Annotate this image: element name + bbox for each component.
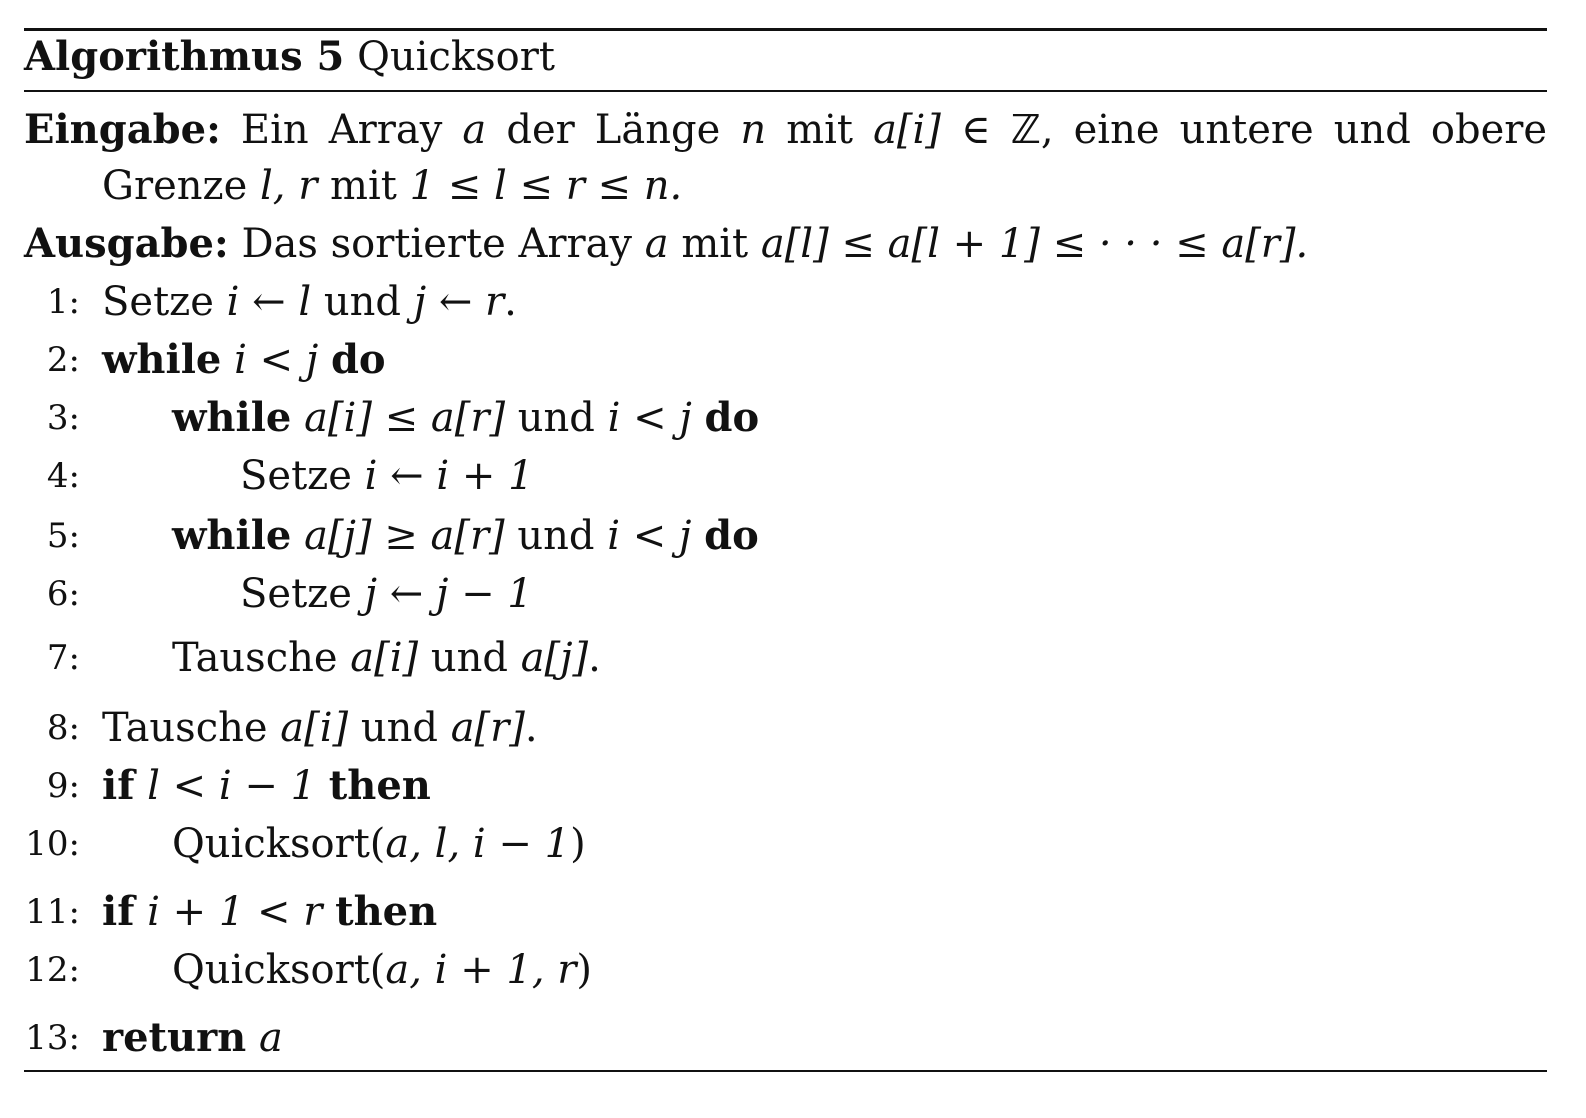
step-text (246, 1015, 259, 1061)
algorithm-step (102, 702, 538, 754)
output-text: Das sortierte Array (241, 221, 633, 267)
step-text: Setze (240, 453, 365, 499)
step-text: . (524, 705, 538, 751)
step-text: Tausche (172, 635, 351, 681)
step-text (221, 337, 234, 383)
line-number: 12: (25, 950, 80, 990)
keyword: while (172, 512, 292, 559)
step-text (316, 763, 329, 809)
step-text: . (504, 279, 517, 325)
math-expression: i < j (607, 513, 692, 559)
step-text: und (418, 635, 521, 681)
algorithm-step (102, 276, 517, 328)
keyword: do (330, 336, 386, 383)
output-line (24, 218, 1547, 270)
line-number: 7: (46, 638, 80, 678)
input-text: mit (330, 163, 397, 209)
output-text: mit (681, 221, 749, 267)
keyword: then (328, 762, 431, 809)
output-label: Ausgabe: (24, 220, 229, 267)
step-text (318, 337, 331, 383)
line-number: 13: (25, 1018, 80, 1058)
math-expression: a, i + 1, r (385, 947, 577, 993)
step-text (691, 513, 704, 559)
step-text: und (348, 705, 451, 751)
algorithm-step (172, 818, 586, 870)
algorithm-step (102, 1012, 283, 1064)
step-text (322, 889, 335, 935)
input-label: Eingabe: (24, 106, 221, 153)
math-expression: i < j (607, 395, 692, 441)
algorithm-caption (24, 32, 555, 82)
caption-label: Algorithmus 5 (24, 33, 345, 80)
input-text: Grenze (102, 163, 248, 209)
step-text: Setze (240, 571, 365, 617)
line-number: 8: (46, 708, 80, 748)
line-number: 5: (46, 516, 80, 556)
algorithm-step (240, 450, 534, 502)
input-math: a[i] ∈ (873, 107, 991, 153)
keyword: while (172, 394, 292, 441)
integers-symbol: ℤ (1010, 107, 1041, 153)
output-math: a (644, 221, 669, 267)
math-expression: a (258, 1015, 283, 1061)
keyword: if (102, 888, 135, 935)
step-text (291, 395, 304, 441)
line-number: 4: (46, 456, 80, 496)
algorithm-step (172, 944, 592, 996)
line-number: 9: (46, 766, 80, 806)
algorithm-step (172, 510, 759, 562)
input-math: n (740, 107, 767, 153)
input-math: l, r (259, 163, 318, 209)
math-expression: i < j (234, 337, 319, 383)
math-expression: i + 1 < r (147, 889, 323, 935)
input-text: , eine untere und obere (1040, 107, 1548, 153)
input-text: Ein Array (240, 107, 443, 153)
keyword: do (704, 394, 760, 441)
algorithm-step (172, 392, 759, 444)
algorithm-step (102, 886, 437, 938)
math-expression: a[i] (350, 635, 419, 681)
keyword: if (102, 762, 135, 809)
line-number: 10: (25, 824, 80, 864)
input-text: mit (786, 107, 853, 153)
line-number: 6: (46, 574, 80, 614)
algorithm-step (172, 632, 601, 684)
input-text: der Länge (506, 107, 721, 153)
math-expression: j ← r (413, 279, 505, 325)
input-math: a (462, 107, 487, 153)
step-text: und (504, 513, 608, 559)
step-text: ) (570, 821, 586, 867)
math-expression: a[r] (450, 705, 525, 751)
math-expression: a, l, i − 1 (385, 821, 571, 867)
input-math: 1 ≤ l ≤ r ≤ n. (409, 163, 683, 209)
math-expression: i ← l (226, 279, 312, 325)
step-text: und (311, 279, 414, 325)
output-math: a[l] ≤ a[l + 1] ≤ · · · ≤ a[r]. (760, 221, 1309, 267)
step-text (692, 395, 705, 441)
caption-rule (24, 90, 1547, 92)
line-number: 2: (46, 340, 80, 380)
math-expression: a[j] ≥ a[r] (304, 513, 505, 559)
line-number: 11: (25, 892, 80, 932)
algorithm-step (240, 568, 533, 620)
math-expression: a[i] ≤ a[r] (304, 395, 506, 441)
line-number: 1: (46, 282, 80, 322)
top-rule (24, 28, 1547, 31)
math-expression: a[i] (280, 705, 349, 751)
keyword: do (704, 512, 759, 559)
algorithm-step (102, 760, 431, 812)
caption-title: Quicksort (357, 34, 555, 80)
step-text: Quicksort( (172, 947, 386, 993)
step-text (134, 763, 147, 809)
input-line-2 (102, 160, 1502, 212)
step-text: . (588, 635, 601, 681)
algorithm-step (102, 334, 386, 386)
step-text: Tausche (102, 705, 281, 751)
bottom-rule (24, 1070, 1547, 1072)
step-text: Setze (102, 279, 227, 325)
keyword: then (335, 888, 438, 935)
math-expression: a[j] (520, 635, 589, 681)
math-expression: j ← j − 1 (364, 571, 533, 617)
step-text: und (505, 395, 608, 441)
line-number: 3: (46, 398, 80, 438)
math-expression: l < i − 1 (147, 763, 317, 809)
keyword: return (102, 1014, 247, 1061)
math-expression: i ← i + 1 (364, 453, 534, 499)
step-text (291, 513, 304, 559)
keyword: while (102, 336, 222, 383)
step-text: ) (576, 947, 593, 993)
step-text: Quicksort( (172, 821, 386, 867)
step-text (134, 889, 147, 935)
input-line-1 (24, 104, 1547, 156)
